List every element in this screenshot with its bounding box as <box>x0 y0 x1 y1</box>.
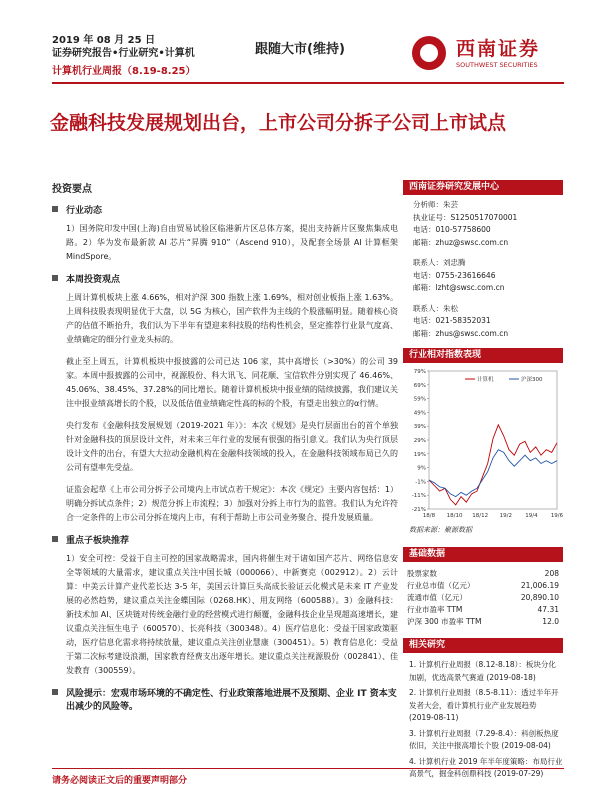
logo-icon <box>412 36 446 70</box>
contact-phone: 电话：010-57758600 <box>413 225 491 234</box>
related-link[interactable]: 3. 计算机行业周报（7.29-8.4）：科创板热度依旧，关注中报高增长个股 (2019-08-04) <box>409 728 559 750</box>
footer-divider <box>52 768 564 769</box>
section-bullet-industry: 行业动态 <box>52 203 398 216</box>
paragraph: 1）安全可控：受益于自主可控的国家战略需求，国内将催生对于诸如国产芯片、网络信息安全等领域的大量需求，建议重点关注中国长城（000066）、中新赛克（002912）。2）云计算：中美云计算产业代差长达 3-5 年，美国云计算巨头高成长验证云化模式是未来 IT 产业发展的必然趋势，建议重点关注金蝶国际（0268.HK）、用友网络（600588）。3）金融科技：新技术加 AI、区块链对传统金融行业的经营模式进行颠覆，金融科技企业呈现超高速增长，建议重点关注恒生电子（600570）、长亮科技（300348）。4）医疗信息化：受益于国家政策驱动，医疗信息化需求将持续放量，建议重点关注创业慧康（300451）。5）教育信息化：受益于第二次标考建设浪潮，国家教育经费支出逐年增长。建议重点关注视源股份（002841）、佳发教育（300559）。 <box>66 554 398 675</box>
paragraph: 截止至上周五，计算机板块中报披露的公司已达 106 家，其中高增长（>30%）的公司 39 家。本周中报披露的公司中，视源股份、科大讯飞、同花顺、宝信软件分别实现了 46.46%、45.06%、38.45%、37.28%的同比增长。随着计算机板块中报业绩的陆续披露，我们建议关注中报业绩高增长的个股，以及低估值业绩确定性高的标的个股，有望走出独立的α行情。 <box>66 357 398 408</box>
table-row: 行业总市值（亿元） 21,006.19 <box>407 581 559 590</box>
series-line-1 <box>429 450 557 497</box>
related-list <box>403 653 563 781</box>
chart-source: 数据来源：聚源数据 <box>409 526 472 534</box>
y-tick-label: 19% <box>413 451 426 458</box>
table-row: 股票家数 208 <box>407 569 559 578</box>
logo-en: SOUTHWEST SECURITIES <box>456 61 538 69</box>
header-divider <box>52 82 564 84</box>
x-tick-label: 19/2 <box>499 513 512 519</box>
section-bullet-views: 本周投资观点 <box>52 272 398 285</box>
report-type: 证券研究报告•行业研究•计算机 <box>52 48 195 59</box>
contact-email[interactable]: 邮箱：zhuz@swsc.com.cn <box>413 237 509 247</box>
paragraph: 央行发布《金融科技发展规划（2019-2021 年）》：本次《规划》是央行层面出台的首个单独针对金融科技的顶层设计文件，对未来三年行业的发展有很强的指引意义。我们认为央行顶层设计文件的出台，有望大大拉动金融机构在金融科技领域的投入，在金融科技领域布局已久的公司有望率先受益。 <box>66 421 398 472</box>
y-tick-label: -11% <box>411 493 426 500</box>
paragraph: 上周计算机板块上涨 4.66%，相对沪深 300 指数上涨 1.69%，相对创业板指上涨 1.63%。上周科技股表现明显优于大盘，以 5G 为核心，国产软件为主线的个股涨幅明显。随着核心资产的估值不断抬升，我们认为下半年有望迎来科技股的结构性机会，坚定推荐行业景气度高、业绩确定的细分行业龙头标的。 <box>66 293 398 344</box>
contact-email[interactable]: 邮箱：lzht@swsc.com.cn <box>413 283 505 292</box>
y-tick-label: 69% <box>413 382 426 389</box>
basic-data-title: 基础数据 <box>403 547 563 562</box>
paragraph: 1）国务院印发中国(上海)自由贸易试验区临港新片区总体方案，提出支持新片区聚焦集成电路。2）华为发布最新款 AI 芯片“昇腾 910”（Ascend 910），及配套全场景 AI 计算框架 MindSpore。 <box>66 224 398 261</box>
related-link[interactable]: 2. 计算机行业周报（8.5-8.11）：透过半年开发者大会，看计算机行业产业发展趋势 (2019-08-11) <box>409 688 559 722</box>
table-row: 流通市值（亿元） 20,890.10 <box>407 593 559 602</box>
related-link[interactable]: 4. 计算机行业 2019 年半年度策略：布局行业高景气，掘金科创鼎科技 (2019-07-29) <box>409 756 563 778</box>
y-tick-label: 79% <box>413 369 426 375</box>
table-row: 沪深 300 市盈率 TTM 12.0 <box>407 617 559 626</box>
section-bullet-risk: 风险提示：宏观市场环境的不确定性、行业政策落地进展不及预期、企业 IT 资本支出减少的风险等。 <box>52 686 398 712</box>
y-tick-label: 49% <box>413 410 426 417</box>
y-tick-label: 29% <box>413 438 426 444</box>
y-tick-label: 9% <box>417 465 426 472</box>
company-logo <box>412 34 562 74</box>
legend-label: 计算机 <box>477 377 494 383</box>
legend-label: 沪深300 <box>521 377 543 383</box>
y-tick-label: 39% <box>413 424 426 431</box>
footer-disclaimer: 请务必阅读正文后的重要声明部分 <box>52 776 188 786</box>
contact-email[interactable]: 邮箱：zhus@swsc.com.cn <box>413 328 509 338</box>
report-date: 2019 年 08 月 25 日 <box>52 35 156 46</box>
x-tick-label: 19/4 <box>525 513 538 519</box>
section-bullet-sectors: 重点子板块推荐 <box>52 533 398 546</box>
y-tick-label: 59% <box>413 396 426 403</box>
rating: 跟随大市(维持) <box>255 42 345 57</box>
y-tick-label: -21% <box>411 507 426 513</box>
x-tick-label: 18/10 <box>446 513 463 519</box>
chart-svg <box>403 363 563 525</box>
weekly-label: 计算机行业周报（8.19-8.25） <box>52 66 196 77</box>
contact-role: 联系人：刘忠腾 <box>413 258 466 267</box>
series-line-0 <box>429 425 557 505</box>
basic-data-table <box>403 568 563 628</box>
logo-cn: 西南证券 <box>456 38 541 60</box>
x-tick-label: 18/8 <box>422 513 436 519</box>
contact-license: 执业证号：S1250517070001 <box>413 212 518 222</box>
contact-role: 联系人：朱松 <box>413 303 458 313</box>
performance-title: 行业相对指数表现 <box>403 348 563 363</box>
report-title: 金融科技发展规划出台，上市公司分拆子公司上市试点 <box>50 112 507 134</box>
performance-chart <box>403 363 563 525</box>
paragraph: 证监会起草《上市公司分拆子公司境内上市试点若干规定》：本次《规定》主要内容包括：1）明确分拆试点条件；2）规范分拆上市流程；3）加强对分拆上市行为的监管。我们认为允许符合一定条件的上市公司分拆在境内上市，有利于帮助上市公司业务聚合、提升发展质量。 <box>66 485 398 522</box>
contact-role: 分析师：朱芸 <box>413 200 458 209</box>
table-row: 行业市盈率 TTM 47.31 <box>407 605 559 614</box>
related-link[interactable]: 1. 计算机行业周报（8.12-8.18）：板块分化加剧，优选高景气赛道 (2019-08-18) <box>409 660 556 682</box>
research-center-title: 西南证券研究发展中心 <box>403 180 563 195</box>
summary-heading: 投资要点 <box>52 184 92 195</box>
contacts <box>403 195 563 340</box>
summary-column <box>52 180 398 718</box>
y-tick-label: -1% <box>415 479 426 486</box>
contact-phone: 电话：0755-23616646 <box>413 270 496 280</box>
sidebar <box>403 180 563 784</box>
related-title: 相关研究 <box>403 638 563 653</box>
x-tick-label: 19/6 <box>550 513 563 519</box>
x-tick-label: 18/12 <box>472 513 489 519</box>
contact-phone: 电话：021-58352031 <box>413 316 491 325</box>
